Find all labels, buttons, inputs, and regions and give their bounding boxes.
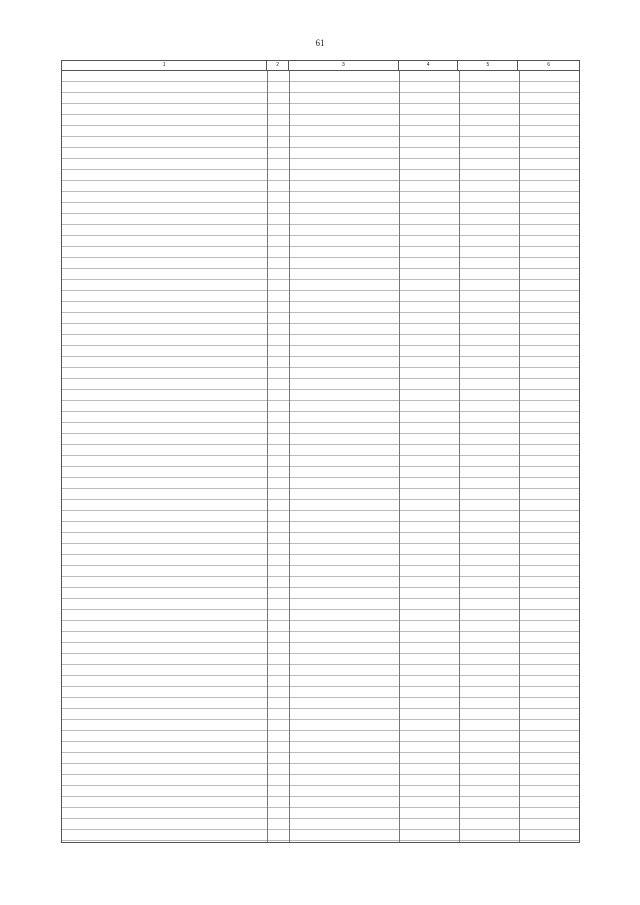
column-number-1: 1 xyxy=(62,61,267,70)
page-number: 61 xyxy=(315,38,325,48)
column-number-5: 5 xyxy=(458,61,518,70)
column-number-3: 3 xyxy=(289,61,399,70)
table-column-numbers xyxy=(62,61,579,71)
column-number-2: 2 xyxy=(267,61,289,70)
column-number-4: 4 xyxy=(399,61,459,70)
budget-table xyxy=(61,60,580,843)
table-body xyxy=(62,71,579,842)
column-number-6: 6 xyxy=(547,62,550,68)
